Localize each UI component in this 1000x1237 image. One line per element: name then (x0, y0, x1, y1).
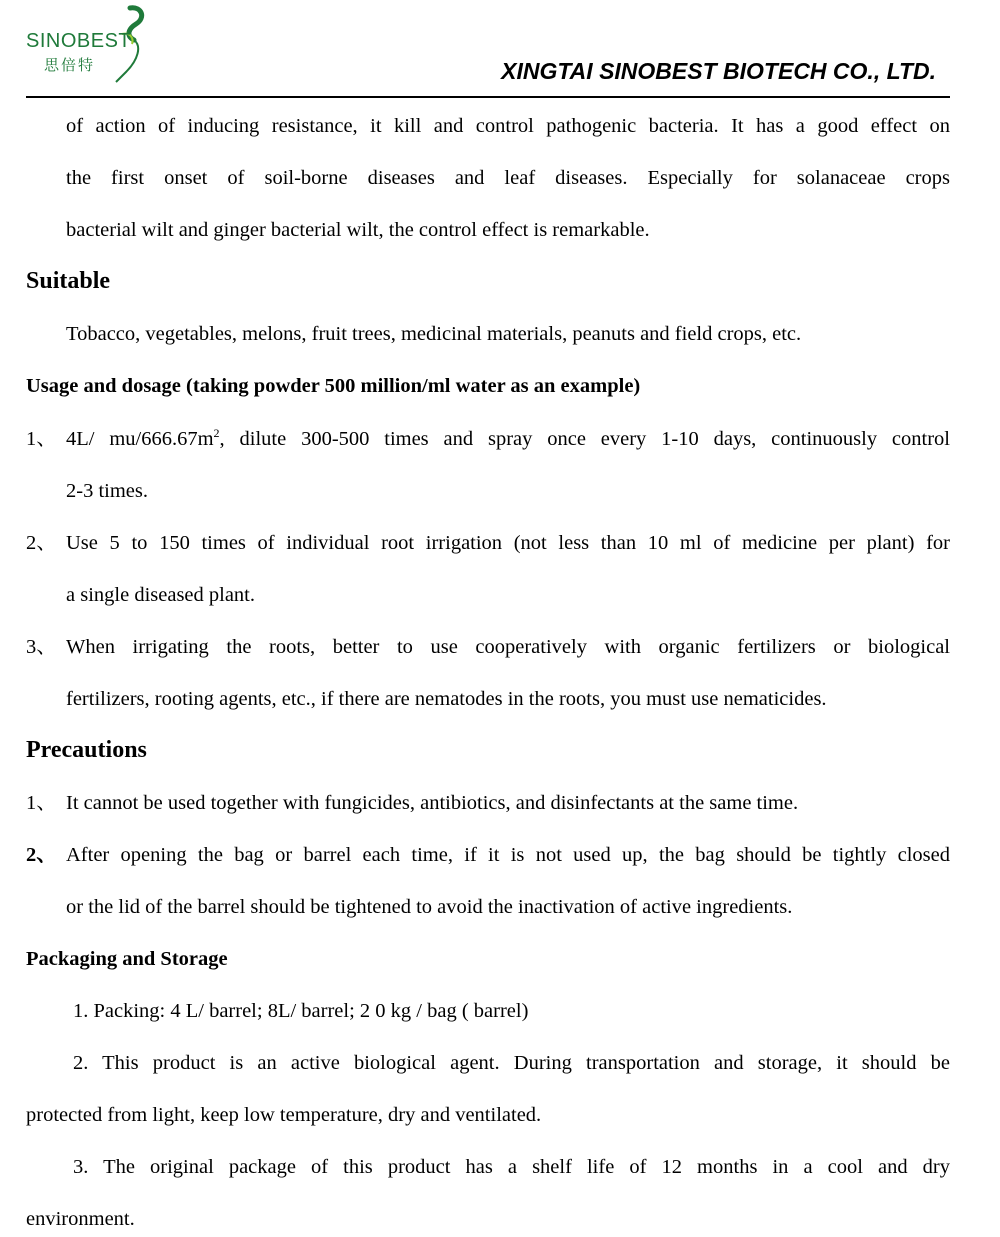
usage-item-1-line-1: 4L/ $mu/666.67m^2$, dilute 300-500 times and spray once every 1-10 days, continuously control (66, 426, 950, 450)
usage-item-3-number: 3、 (26, 636, 57, 658)
usage-item-2-number: 2、 (26, 532, 57, 554)
packaging-item-2-line-1: 2. This product is an active biological agent. During transportation and storage, it should be (73, 1052, 950, 1074)
packaging-item-3-line-2: environment. (26, 1208, 135, 1230)
packaging-item-2-line-2: protected from light, keep low temperature, dry and ventilated. (26, 1104, 542, 1126)
usage-item-3-line-2: fertilizers, rooting agents, etc., if there are nematodes in the roots, you must use nematicides. (66, 688, 827, 710)
intro-line-3: bacterial wilt and ginger bacterial wilt, the control effect is remarkable. (66, 219, 650, 241)
suitable-heading: Suitable (26, 268, 111, 294)
usage-item-3-line-1: When irrigating the roots, better to use cooperatively with organic fertilizers or biological (66, 636, 950, 658)
usage-item-2-line-2: a single diseased plant. (66, 584, 256, 606)
intro-line-2: the first onset of soil-borne diseases and leaf diseases. Especially for solanaceae crops (66, 167, 950, 189)
packaging-heading: Packaging and Storage (26, 948, 228, 970)
page-header (0, 0, 1000, 100)
intro-line-1: of action of inducing resistance, it kill and control pathogenic bacteria. It has a good effect on (66, 115, 950, 137)
usage-item-2-line-1: Use 5 to 150 times of individual root irrigation (not less than 10 ml of medicine per plant) for (66, 532, 950, 554)
packaging-item-3-line-1: 3. The original package of this product has a shelf life of 12 months in a cool and dry (73, 1156, 950, 1178)
precaution-item-2-line-2: or the lid of the barrel should be tightened to avoid the inactivation of active ingredients. (66, 896, 793, 918)
logo-chinese-text: 思倍特 (44, 56, 96, 74)
precaution-item-1-number: 1、 (26, 792, 57, 814)
usage-item-1-line-2: 2-3 times. (66, 480, 148, 502)
precaution-item-2-number: 2、 (26, 844, 57, 866)
header-divider (26, 96, 950, 98)
packaging-item-1: 1. Packing: 4 L/ barrel; 8L/ barrel; 2 0 kg / bag ( barrel) (73, 1000, 529, 1022)
logo-text: SINOBEST (26, 30, 132, 52)
precaution-item-1-line-1: It cannot be used together with fungicides, antibiotics, and disinfectants at the same time. (66, 792, 799, 814)
suitable-text: Tobacco, vegetables, melons, fruit trees, medicinal materials, peanuts and field crops, etc. (66, 323, 802, 345)
usage-heading: Usage and dosage (taking powder 500 million/ml water as an example) (26, 375, 641, 397)
company-logo (22, 4, 152, 84)
usage-item-1-number: 1、 (26, 428, 57, 450)
precautions-heading: Precautions (26, 737, 147, 763)
precaution-item-2-line-1: After opening the bag or barrel each time, if it is not used up, the bag should be tightly closed (66, 844, 950, 866)
company-name: XINGTAI SINOBEST BIOTECH CO., LTD. (501, 58, 936, 84)
